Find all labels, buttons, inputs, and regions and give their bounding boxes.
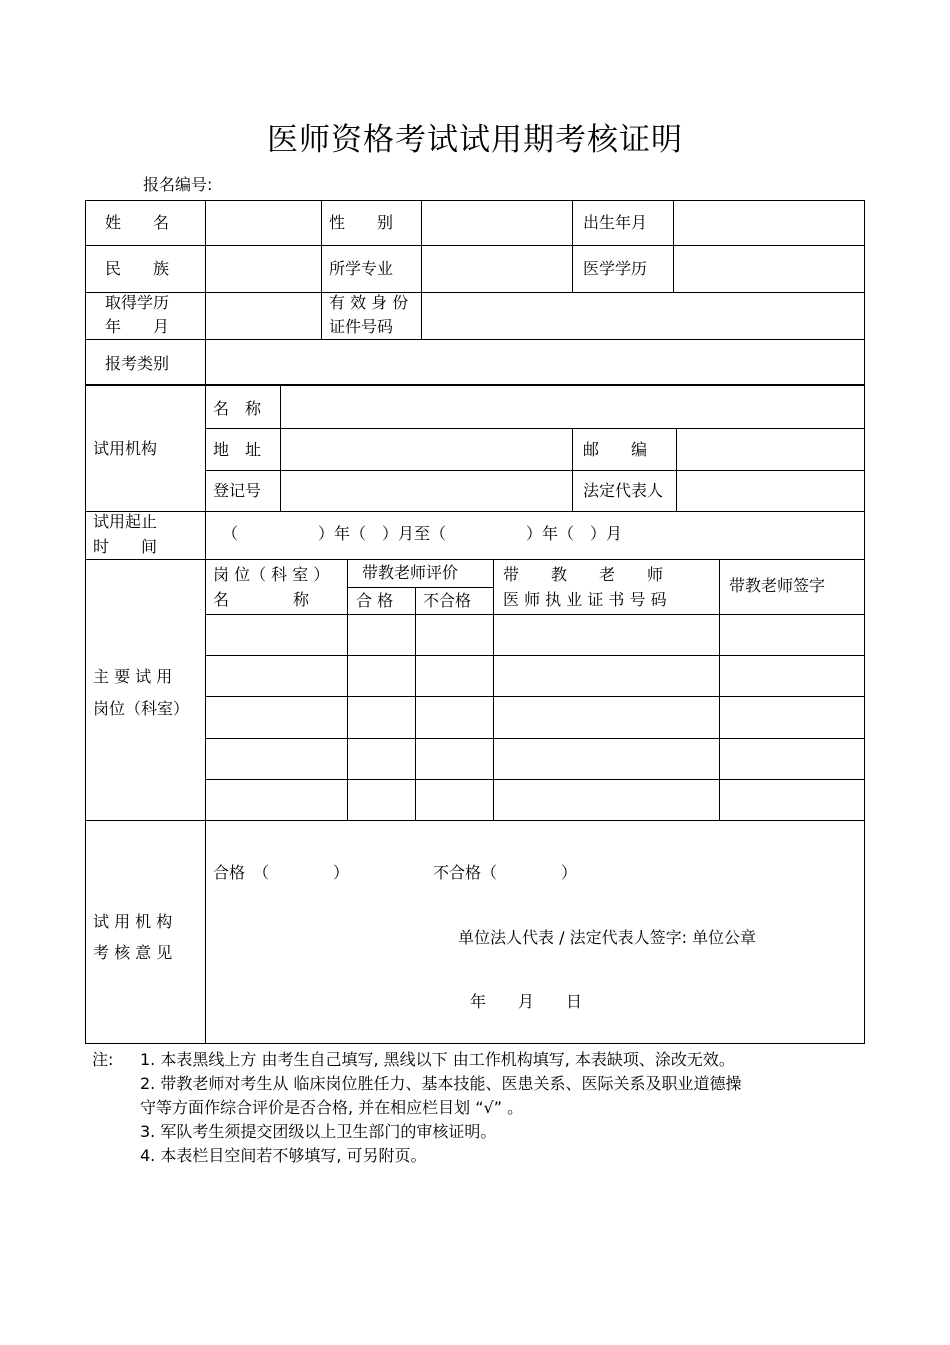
legal-representative-label: 法定代表人 <box>583 481 664 500</box>
note-3: 3. 军队考生须提交团级以上卫生部门的审核证明。 <box>140 1122 497 1141</box>
id-number-label-line2: 证件号码 <box>329 317 394 336</box>
assessment-fail-option: 不合格（ ） <box>433 863 578 882</box>
signature-and-seal-line: 单位法人代表 / 法定代表人签字: 单位公章 <box>458 928 757 947</box>
exam-category-label: 报考类别 <box>105 354 170 373</box>
teacher-cert-header-line2: 医 师 执 业 证 书 号 码 <box>503 590 667 609</box>
note-2-line2: 守等方面作综合评价是否合格, 并在相应栏目划 “√” 。 <box>140 1098 524 1117</box>
teacher-evaluation-header: 带教老师评价 <box>362 563 459 582</box>
period-label-line1: 试用起止 <box>93 512 158 531</box>
institution-name-label: 名 称 <box>213 399 262 418</box>
assessment-label-line2: 考 核 意 见 <box>93 943 173 962</box>
posts-label-line2: 岗位（科室） <box>93 699 190 718</box>
assessment-label-line1: 试 用 机 构 <box>93 912 173 931</box>
name-label: 姓 名 <box>105 213 170 232</box>
id-number-label-line1: 有 效 身 份 <box>329 293 409 312</box>
medical-degree-label: 医学学历 <box>583 259 648 278</box>
birth-date-label: 出生年月 <box>583 213 648 232</box>
notes-prefix: 注: <box>92 1050 114 1069</box>
institution-label: 试用机构 <box>93 439 158 458</box>
postcode-label: 邮 编 <box>583 440 648 459</box>
fail-column-header: 不合格 <box>423 591 472 610</box>
degree-date-label-line1: 取得学历 <box>105 293 170 312</box>
note-4: 4. 本表栏目空间若不够填写, 可另附页。 <box>140 1146 427 1165</box>
degree-date-label-line2: 年 月 <box>105 317 170 336</box>
pass-column-header: 合 格 <box>356 591 394 610</box>
ethnicity-label: 民 族 <box>105 259 170 278</box>
note-2-line1: 2. 带教老师对考生从 临床岗位胜任力、基本技能、医患关系、医际关系及职业道德操 <box>140 1074 742 1093</box>
major-label: 所学专业 <box>329 259 394 278</box>
assessment-pass-option: 合格 （ ） <box>213 863 350 882</box>
page-title: 医师资格考试试用期考核证明 <box>267 122 683 158</box>
posts-label-line1: 主 要 试 用 <box>93 667 173 686</box>
registration-number-label: 报名编号: <box>143 175 213 194</box>
teacher-cert-header-line1: 带 教 老 师 <box>503 565 664 584</box>
post-column-header-line2: 名 称 <box>213 590 310 609</box>
period-text: （ ）年（ ）月至（ ）年（ ）月 <box>222 524 623 543</box>
period-label-line2: 时 间 <box>93 537 158 556</box>
gender-label: 性 别 <box>329 213 394 232</box>
note-1: 1. 本表黑线上方 由考生自己填写, 黑线以下 由工作机构填写, 本表缺项、涂改无效。 <box>140 1050 735 1069</box>
post-column-header-line1: 岗 位（ 科 室 ） <box>213 565 330 584</box>
registration-no-label: 登记号 <box>213 481 262 500</box>
assessment-date: 年 月 日 <box>470 992 583 1011</box>
institution-address-label: 地 址 <box>213 440 262 459</box>
teacher-signature-header: 带教老师签字 <box>729 576 826 595</box>
